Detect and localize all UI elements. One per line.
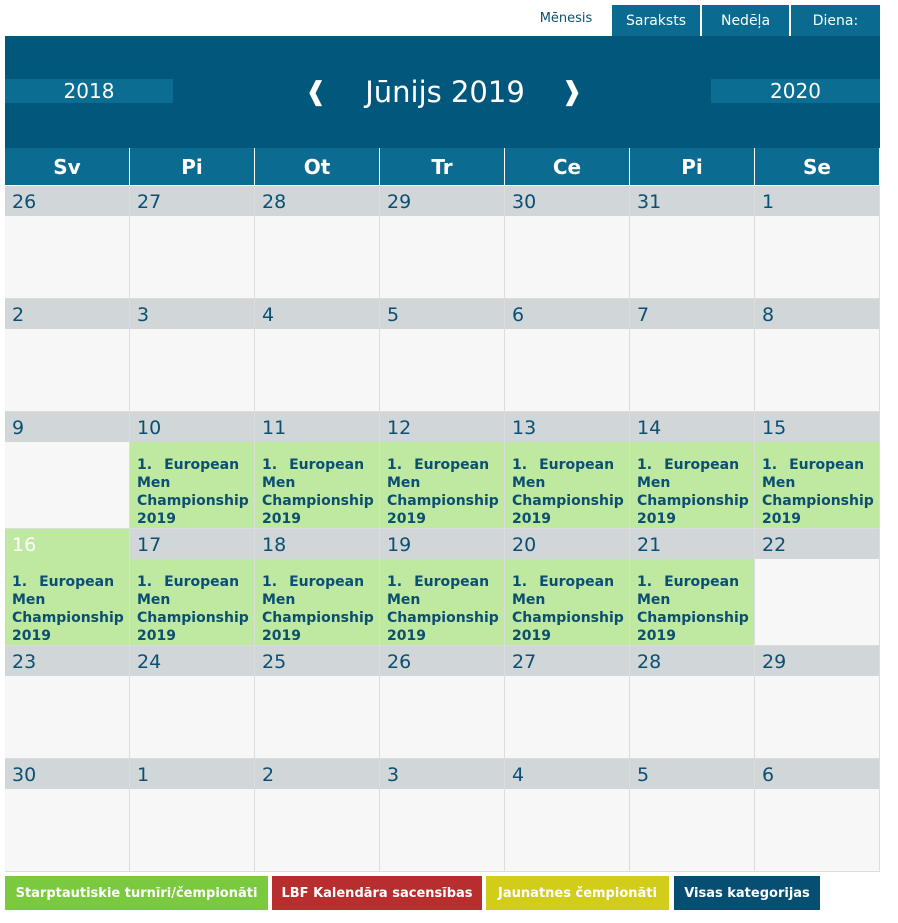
event-link[interactable] bbox=[637, 573, 749, 645]
day-number: 14 bbox=[630, 412, 754, 442]
day-number: 4 bbox=[505, 759, 629, 789]
weekday-header: Sv bbox=[5, 148, 130, 185]
event-number: 1. bbox=[387, 457, 403, 473]
day-cell[interactable] bbox=[255, 186, 380, 299]
event-number: 1. bbox=[137, 574, 153, 590]
day-number: 3 bbox=[380, 759, 504, 789]
day-cell[interactable] bbox=[380, 529, 505, 646]
day-cell[interactable] bbox=[5, 299, 130, 412]
day-number: 22 bbox=[755, 529, 879, 559]
day-cell[interactable] bbox=[630, 186, 755, 299]
day-cell[interactable] bbox=[505, 186, 630, 299]
event-link[interactable] bbox=[637, 456, 749, 528]
event-link[interactable] bbox=[12, 573, 124, 645]
day-number: 28 bbox=[255, 186, 379, 216]
event-link[interactable] bbox=[137, 573, 249, 645]
tab-month[interactable]: Mēnesis bbox=[522, 0, 610, 36]
day-number: 10 bbox=[130, 412, 254, 442]
day-number: 30 bbox=[505, 186, 629, 216]
day-number: 27 bbox=[130, 186, 254, 216]
day-number: 5 bbox=[380, 299, 504, 329]
day-cell[interactable] bbox=[630, 759, 755, 872]
day-cell[interactable] bbox=[5, 759, 130, 872]
event-title: European Men Championship 2019 bbox=[387, 574, 499, 644]
day-number: 25 bbox=[255, 646, 379, 676]
day-number: 17 bbox=[130, 529, 254, 559]
day-cell[interactable] bbox=[5, 646, 130, 759]
event-title: European Men Championship 2019 bbox=[387, 457, 499, 527]
event-link[interactable] bbox=[262, 456, 374, 528]
day-cell[interactable] bbox=[755, 646, 880, 759]
day-cell[interactable] bbox=[255, 759, 380, 872]
day-cell[interactable] bbox=[755, 299, 880, 412]
day-cell[interactable] bbox=[755, 186, 880, 299]
day-number: 20 bbox=[505, 529, 629, 559]
day-cell[interactable] bbox=[505, 759, 630, 872]
prev-month-arrow-icon[interactable]: ❰ bbox=[305, 77, 327, 107]
event-title: European Men Championship 2019 bbox=[137, 457, 249, 527]
day-number: 11 bbox=[255, 412, 379, 442]
prev-year-button[interactable]: 2018 bbox=[5, 79, 173, 103]
day-number: 9 bbox=[5, 412, 129, 442]
event-number: 1. bbox=[12, 574, 28, 590]
day-number: 8 bbox=[755, 299, 879, 329]
event-number: 1. bbox=[262, 457, 278, 473]
legend-international-button[interactable]: Starptautiskie turnīri/čempionāti bbox=[5, 876, 268, 910]
day-number: 29 bbox=[380, 186, 504, 216]
day-cell[interactable] bbox=[755, 412, 880, 529]
next-year-button[interactable]: 2020 bbox=[711, 79, 880, 103]
event-title: European Men Championship 2019 bbox=[512, 574, 624, 644]
day-number: 28 bbox=[630, 646, 754, 676]
day-cell[interactable] bbox=[130, 186, 255, 299]
day-cell[interactable] bbox=[5, 529, 130, 646]
day-cell[interactable] bbox=[130, 299, 255, 412]
day-number: 23 bbox=[5, 646, 129, 676]
tab-day[interactable]: Diena: bbox=[791, 5, 880, 36]
day-cell[interactable] bbox=[755, 529, 880, 646]
legend-youth-button[interactable]: Jaunatnes čempionāti bbox=[486, 876, 669, 910]
weekday-header: Ce bbox=[505, 148, 630, 185]
day-number: 6 bbox=[505, 299, 629, 329]
day-number: 7 bbox=[630, 299, 754, 329]
day-cell[interactable] bbox=[130, 412, 255, 529]
day-number: 18 bbox=[255, 529, 379, 559]
day-cell[interactable] bbox=[255, 529, 380, 646]
day-number: 29 bbox=[755, 646, 879, 676]
weekday-header: Pi bbox=[630, 148, 755, 185]
day-number: 15 bbox=[755, 412, 879, 442]
event-title: European Men Championship 2019 bbox=[762, 457, 874, 527]
day-cell[interactable] bbox=[130, 529, 255, 646]
event-link[interactable] bbox=[262, 573, 374, 645]
event-link[interactable] bbox=[387, 456, 499, 528]
event-title: European Men Championship 2019 bbox=[637, 574, 749, 644]
weekday-header: Ot bbox=[255, 148, 380, 185]
event-title: European Men Championship 2019 bbox=[637, 457, 749, 527]
day-number: 26 bbox=[380, 646, 504, 676]
event-number: 1. bbox=[387, 574, 403, 590]
event-title: European Men Championship 2019 bbox=[12, 574, 124, 644]
day-cell[interactable] bbox=[130, 759, 255, 872]
weekday-header: Se bbox=[755, 148, 880, 185]
event-title: European Men Championship 2019 bbox=[262, 574, 374, 644]
day-cell[interactable] bbox=[505, 299, 630, 412]
day-number: 6 bbox=[755, 759, 879, 789]
legend-all-button[interactable]: Visas kategorijas bbox=[674, 876, 820, 910]
event-number: 1. bbox=[762, 457, 778, 473]
day-number: 2 bbox=[5, 299, 129, 329]
day-number: 13 bbox=[505, 412, 629, 442]
month-title: Jūnijs 2019 bbox=[365, 75, 525, 109]
event-number: 1. bbox=[637, 574, 653, 590]
day-number: 1 bbox=[130, 759, 254, 789]
day-cell[interactable] bbox=[380, 646, 505, 759]
day-cell[interactable] bbox=[5, 412, 130, 529]
event-number: 1. bbox=[137, 457, 153, 473]
day-cell[interactable] bbox=[255, 412, 380, 529]
next-month-arrow-icon[interactable]: ❱ bbox=[561, 77, 583, 107]
day-number: 19 bbox=[380, 529, 504, 559]
day-number: 5 bbox=[630, 759, 754, 789]
day-number: 16 bbox=[5, 529, 129, 559]
event-title: European Men Championship 2019 bbox=[137, 574, 249, 644]
day-cell[interactable] bbox=[380, 412, 505, 529]
day-cell[interactable] bbox=[380, 299, 505, 412]
day-cell[interactable] bbox=[380, 186, 505, 299]
event-link[interactable] bbox=[387, 573, 499, 645]
day-number: 24 bbox=[130, 646, 254, 676]
event-title: European Men Championship 2019 bbox=[512, 457, 624, 527]
weekday-header: Tr bbox=[380, 148, 505, 185]
tab-week[interactable]: Nedēļa bbox=[702, 5, 789, 36]
legend-lbf-button[interactable]: LBF Kalendāra sacensības bbox=[272, 876, 482, 910]
day-cell[interactable] bbox=[505, 529, 630, 646]
day-number: 4 bbox=[255, 299, 379, 329]
day-cell[interactable] bbox=[255, 299, 380, 412]
day-number: 27 bbox=[505, 646, 629, 676]
day-cell[interactable] bbox=[5, 186, 130, 299]
day-number: 12 bbox=[380, 412, 504, 442]
event-number: 1. bbox=[512, 457, 528, 473]
weekday-header: Pi bbox=[130, 148, 255, 185]
event-title: European Men Championship 2019 bbox=[262, 457, 374, 527]
event-link[interactable] bbox=[512, 573, 624, 645]
event-number: 1. bbox=[262, 574, 278, 590]
event-link[interactable] bbox=[137, 456, 249, 528]
day-number: 2 bbox=[255, 759, 379, 789]
tab-list[interactable]: Saraksts bbox=[612, 5, 700, 36]
day-cell[interactable] bbox=[130, 646, 255, 759]
event-number: 1. bbox=[637, 457, 653, 473]
day-cell[interactable] bbox=[755, 759, 880, 872]
day-number: 30 bbox=[5, 759, 129, 789]
day-cell[interactable] bbox=[505, 646, 630, 759]
calendar-header bbox=[5, 36, 880, 148]
day-number: 31 bbox=[630, 186, 754, 216]
event-link[interactable] bbox=[762, 456, 874, 528]
day-cell[interactable] bbox=[630, 412, 755, 529]
day-cell[interactable] bbox=[255, 646, 380, 759]
day-cell[interactable] bbox=[505, 412, 630, 529]
day-number: 26 bbox=[5, 186, 129, 216]
day-number: 3 bbox=[130, 299, 254, 329]
day-cell[interactable] bbox=[380, 759, 505, 872]
day-cell[interactable] bbox=[630, 646, 755, 759]
event-number: 1. bbox=[512, 574, 528, 590]
day-number: 21 bbox=[630, 529, 754, 559]
day-number: 1 bbox=[755, 186, 879, 216]
event-link[interactable] bbox=[512, 456, 624, 528]
day-cell[interactable] bbox=[630, 529, 755, 646]
day-cell[interactable] bbox=[630, 299, 755, 412]
